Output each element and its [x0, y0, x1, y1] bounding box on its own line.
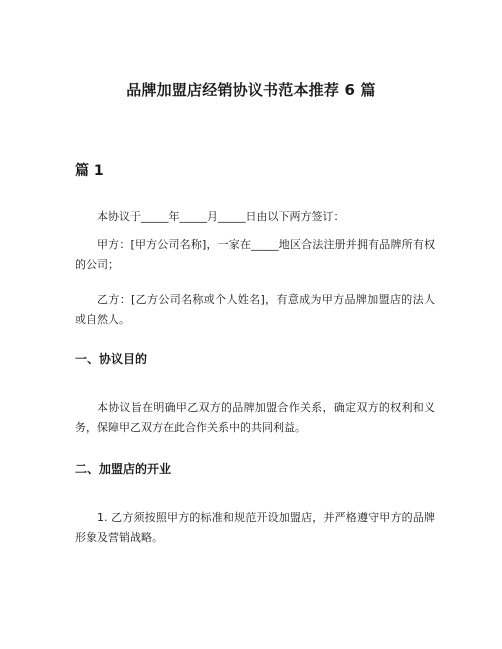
- section-heading-opening: 二、加盟店的开业: [75, 462, 172, 476]
- party-a-paragraph: 甲方：[甲方公司名称]，一家在_____地区合法注册并拥有品牌所有权的公司；: [75, 238, 435, 271]
- section-heading-purpose: 一、协议目的: [75, 352, 148, 366]
- section-body-purpose: 本协议旨在明确甲乙双方的品牌加盟合作关系，确定双方的权利和义务，保障甲乙双方在此合作关系中的共同利益。: [75, 401, 435, 434]
- part-heading: 篇 1: [75, 163, 104, 179]
- intro-paragraph: 本协议于_____年_____月_____日由以下两方签订：: [97, 210, 345, 223]
- section-body-opening: 1. 乙方须按照甲方的标准和规范开设加盟店，并严格遵守甲方的品牌形象及营销战略。: [75, 511, 435, 544]
- document-title: 品牌加盟店经销协议书范本推荐 6 篇: [126, 81, 376, 99]
- party-b-paragraph: 乙方：[乙方公司名称或个人姓名]，有意成为甲方品牌加盟店的法人或自然人。: [75, 293, 435, 326]
